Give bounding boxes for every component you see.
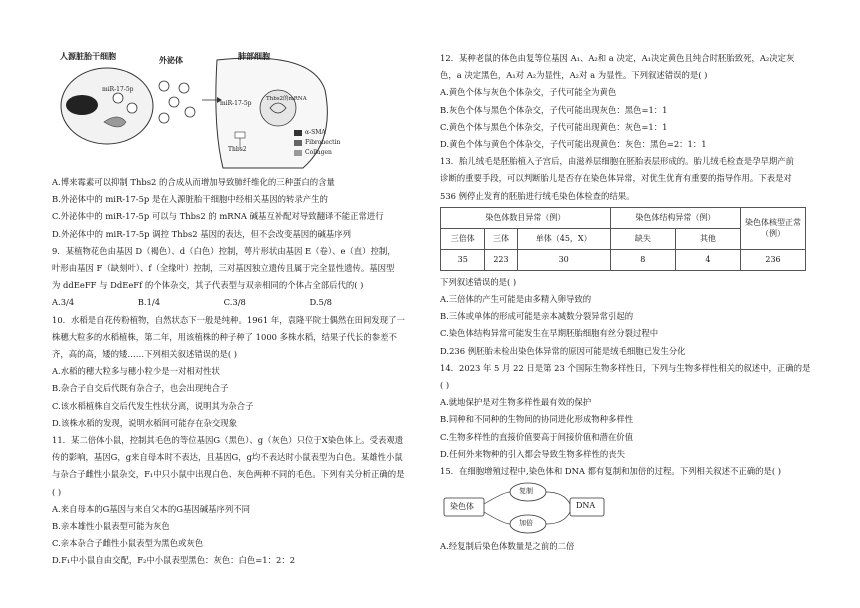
q8-option-d: D.外泌体中的 miR-17-5p 调控 Thbs2 基因的表达，但不会改变基因的碱基序列 xyxy=(52,228,351,239)
source-cell-label: 人源脏胎干细胞 xyxy=(60,51,116,61)
table-cell: 4 xyxy=(675,249,740,270)
q10-option-a: A.水稻的穗大粒多与穗小粒少是一对相对性状 xyxy=(52,366,220,377)
q12-stem-2: 色，a 决定黑色，A₁对 A₂为显性，A₂对 a 为显性。下列叙述错误的是( ) xyxy=(440,70,708,81)
table-cell: 8 xyxy=(610,249,675,270)
header-structural: 染色体结构异常（例） xyxy=(610,207,740,228)
q14-option-d: D.任何外来物种的引入都会导致生物多样性的丧失 xyxy=(440,448,625,459)
q11-option-a: A.来自母本的G基因与来自父本的G基因碱基序列不同 xyxy=(52,503,250,514)
header-normal: 染色体核型正常（例） xyxy=(741,207,806,249)
chromosome-dna-flow xyxy=(442,480,612,534)
table-cell: 30 xyxy=(517,249,610,270)
q9-stem-1: 9．某植物花色由基因 D（褐色）、d（白色）控制，萼片形状由基因 E（卷）、e（直）控制， xyxy=(52,245,396,256)
q13-prompt: 下列叙述错误的是( ) xyxy=(440,276,517,287)
q14-stem-1: 14．2023 年 5 月 22 日是第 23 个国际生物多样性日，下列与生物多样性相关的叙述中，正确的是 xyxy=(440,362,811,373)
sub-header-triploid: 三倍体 xyxy=(441,228,485,249)
sub-header-monosomy: 单体（45，X） xyxy=(517,228,610,249)
flow-dna: DNA xyxy=(576,501,596,511)
q12-option-d: D.黄色个体与黄色个体杂交，子代可能出现黄色：灰色：黑色=2：1：1 xyxy=(440,139,707,150)
right-column xyxy=(440,50,810,555)
q11-option-b: B.亲本雄性小鼠表型可能为灰色 xyxy=(52,521,170,532)
fibronectin-label: Fibronectin xyxy=(305,139,341,146)
q10-stem-3: 齐，高的高，矮的矮……下列相关叙述错误的是( ) xyxy=(52,349,238,360)
q14-stem-2: ( ) xyxy=(440,380,450,391)
q8-option-b: B.外泌体中的 miR-17-5p 是在人源脏胎干细胞中经相关基因的转录产生的 xyxy=(52,194,328,205)
exosome-figure xyxy=(52,50,372,170)
collagen-label: Collagen xyxy=(305,149,332,156)
q9-choice-c: C.3/8 xyxy=(223,297,246,308)
thbs2-mrna-label: Thbs2的mRNA xyxy=(266,96,307,102)
q9-choice-a: A.3/4 xyxy=(52,297,75,308)
q11-stem-1: 11．某二倍体小鼠，控制其毛色的等位基因G（黑色）、g（灰色）只位于X染色体上。受表观遗 xyxy=(52,435,404,446)
q10-option-c: C.该水稻植株自交后代发生性状分离，说明其为杂合子 xyxy=(52,400,254,411)
q9-stem-3: 为 ddEeFF 与 DdEeFf 的个体杂交，其子代表型与双亲相同的个体占全部后代的( ) xyxy=(52,280,364,291)
sub-header-deletion: 缺失 xyxy=(610,228,675,249)
q10-option-d: D.该株水稻的发现，说明水稻间可能存在杂交现象 xyxy=(52,417,237,428)
lung-cell-label: 肺部细胞 xyxy=(238,51,270,61)
sma-label: α-SMA xyxy=(305,129,326,136)
q8-option-a: A.博来霉素可以抑制 Thbs2 的合成从而增加导致肺纤维化的三种蛋白的含量 xyxy=(52,177,335,187)
q12-option-b: B.灰色个体与黑色个体杂交，子代可能出现灰色：黑色=1：1 xyxy=(440,104,668,115)
q10-stem-2: 株穗大粒多的水稻植株，第二年，用该植株的种子种了 1000 多株水稻，结果子代长的参差不 xyxy=(52,331,397,342)
exosome-label: 外泌体 xyxy=(159,55,183,65)
table-cell: 223 xyxy=(485,249,517,270)
q13-stem-2: 诊断的重要手段，可以判断胎儿是否存在染色体异常，对优生优育有重要的指导作用。下表是对 xyxy=(440,173,792,184)
q9-choice-b: B.1/4 xyxy=(137,297,161,308)
q15-option-a: A.经复制后染色体数量是之前的二倍 xyxy=(440,541,575,552)
header-numeric: 染色体数目异常（例） xyxy=(441,207,611,228)
table-cell: 35 xyxy=(441,249,485,270)
q13-option-b: B.三体或单体的形成可能是亲本减数分裂异常引起的 xyxy=(440,311,634,322)
q9-choices xyxy=(52,294,332,311)
q10-stem-1: 10．水稻是自花传粉植物，自然状态下一般是纯种。1961 年，袁隆平院士偶然在田间发现了一 xyxy=(52,314,405,325)
q11-stem-2: 传的影响，基因G，g来自母本时不表达，且基因G，g均不表达时小鼠表型为白色。某雄性小鼠 xyxy=(52,452,403,463)
q13-option-c: C.染色体结构异常可能发生在早期胚胎细胞有丝分裂过程中 xyxy=(440,328,659,339)
q14-option-a: A.就地保护是对生物多样性最有效的保护 xyxy=(440,397,592,408)
q11-option-d: D.F₁中小鼠自由交配，F₂中小鼠表型黑色：灰色：白色=1：2：2 xyxy=(52,555,296,566)
sub-header-trisomy: 三体 xyxy=(485,228,517,249)
mirna-label-b: miR-17-5p xyxy=(220,100,252,107)
flow-double: 加倍 xyxy=(519,519,533,528)
q14-option-c: C.生物多样性的直接价值要高于间接价值和潜在价值 xyxy=(440,431,634,442)
q14-option-b: B.同种和不同种的生物间的协同进化形成物种多样性 xyxy=(440,414,634,425)
q12-option-a: A.黄色个体与灰色个体杂交，子代可能全为黄色 xyxy=(440,87,617,98)
q13-option-d: D.236 例胚胎未检出染色体异常的原因可能是绒毛细胞已发生分化 xyxy=(440,345,686,356)
q13-option-a: A.三倍体的产生可能是由多精入卵导致的 xyxy=(440,294,592,305)
sub-header-other: 其他 xyxy=(675,228,740,249)
q9-choice-d: D.5/8 xyxy=(309,297,332,308)
flow-chromosome: 染色体 xyxy=(450,502,474,512)
q15-stem-1: 15．在细胞增殖过程中,染色体和 DNA 都有复制和加倍的过程。下列相关叙述不正确的是( ) xyxy=(440,466,782,477)
q13-stem-1: 13．胎儿绒毛是胚胎植入子宫后，由滋养层细胞在胚胎表层形成的。胎儿绒毛检查是孕早期产前 xyxy=(440,156,795,167)
q12-option-c: C.黄色个体与黑色个体杂交，子代可能出现黄色：灰色=1：1 xyxy=(440,121,668,132)
table-cell-normal: 236 xyxy=(741,249,806,270)
q11-stem-3: 与杂合子雌性小鼠杂交，F₁中只小鼠中出现白色、灰色两种不同的毛色。下列有关分析正确的是 xyxy=(52,469,405,480)
q12-stem-1: 12．某种老鼠的体色由复等位基因 A₁、A₂和 a 决定，A₁决定黄色且纯合时胚胎致死，A₂决定灰 xyxy=(440,53,795,63)
left-column xyxy=(52,50,420,570)
q9-stem-2: 叶形由基因 F（缺刻叶）、f（全缘叶）控制，三对基因独立遗传且属于完全显性遗传。基因型 xyxy=(52,263,395,274)
q11-option-c: C.亲本杂合子雌性小鼠表型为黑色或灰色 xyxy=(52,538,204,549)
q10-option-b: B.杂合子自交后代既有杂合子，也会出现纯合子 xyxy=(52,383,229,394)
chromosome-table xyxy=(440,207,806,271)
flow-replicate: 复制 xyxy=(519,487,533,496)
mirna-label-a: miR-17-5p xyxy=(102,86,134,93)
q13-stem-3: 536 例停止发育的胚胎进行绒毛染色体检查的结果。 xyxy=(440,190,635,201)
q8-option-c: C.外泌体中的 miR-17-5p 可以与 Thbs2 的 mRNA 碱基互补配对导致翻译不能正常进行 xyxy=(52,211,384,222)
thbs2-label: Thbs2 xyxy=(228,146,247,153)
q11-stem-4: ( ) xyxy=(52,486,62,497)
